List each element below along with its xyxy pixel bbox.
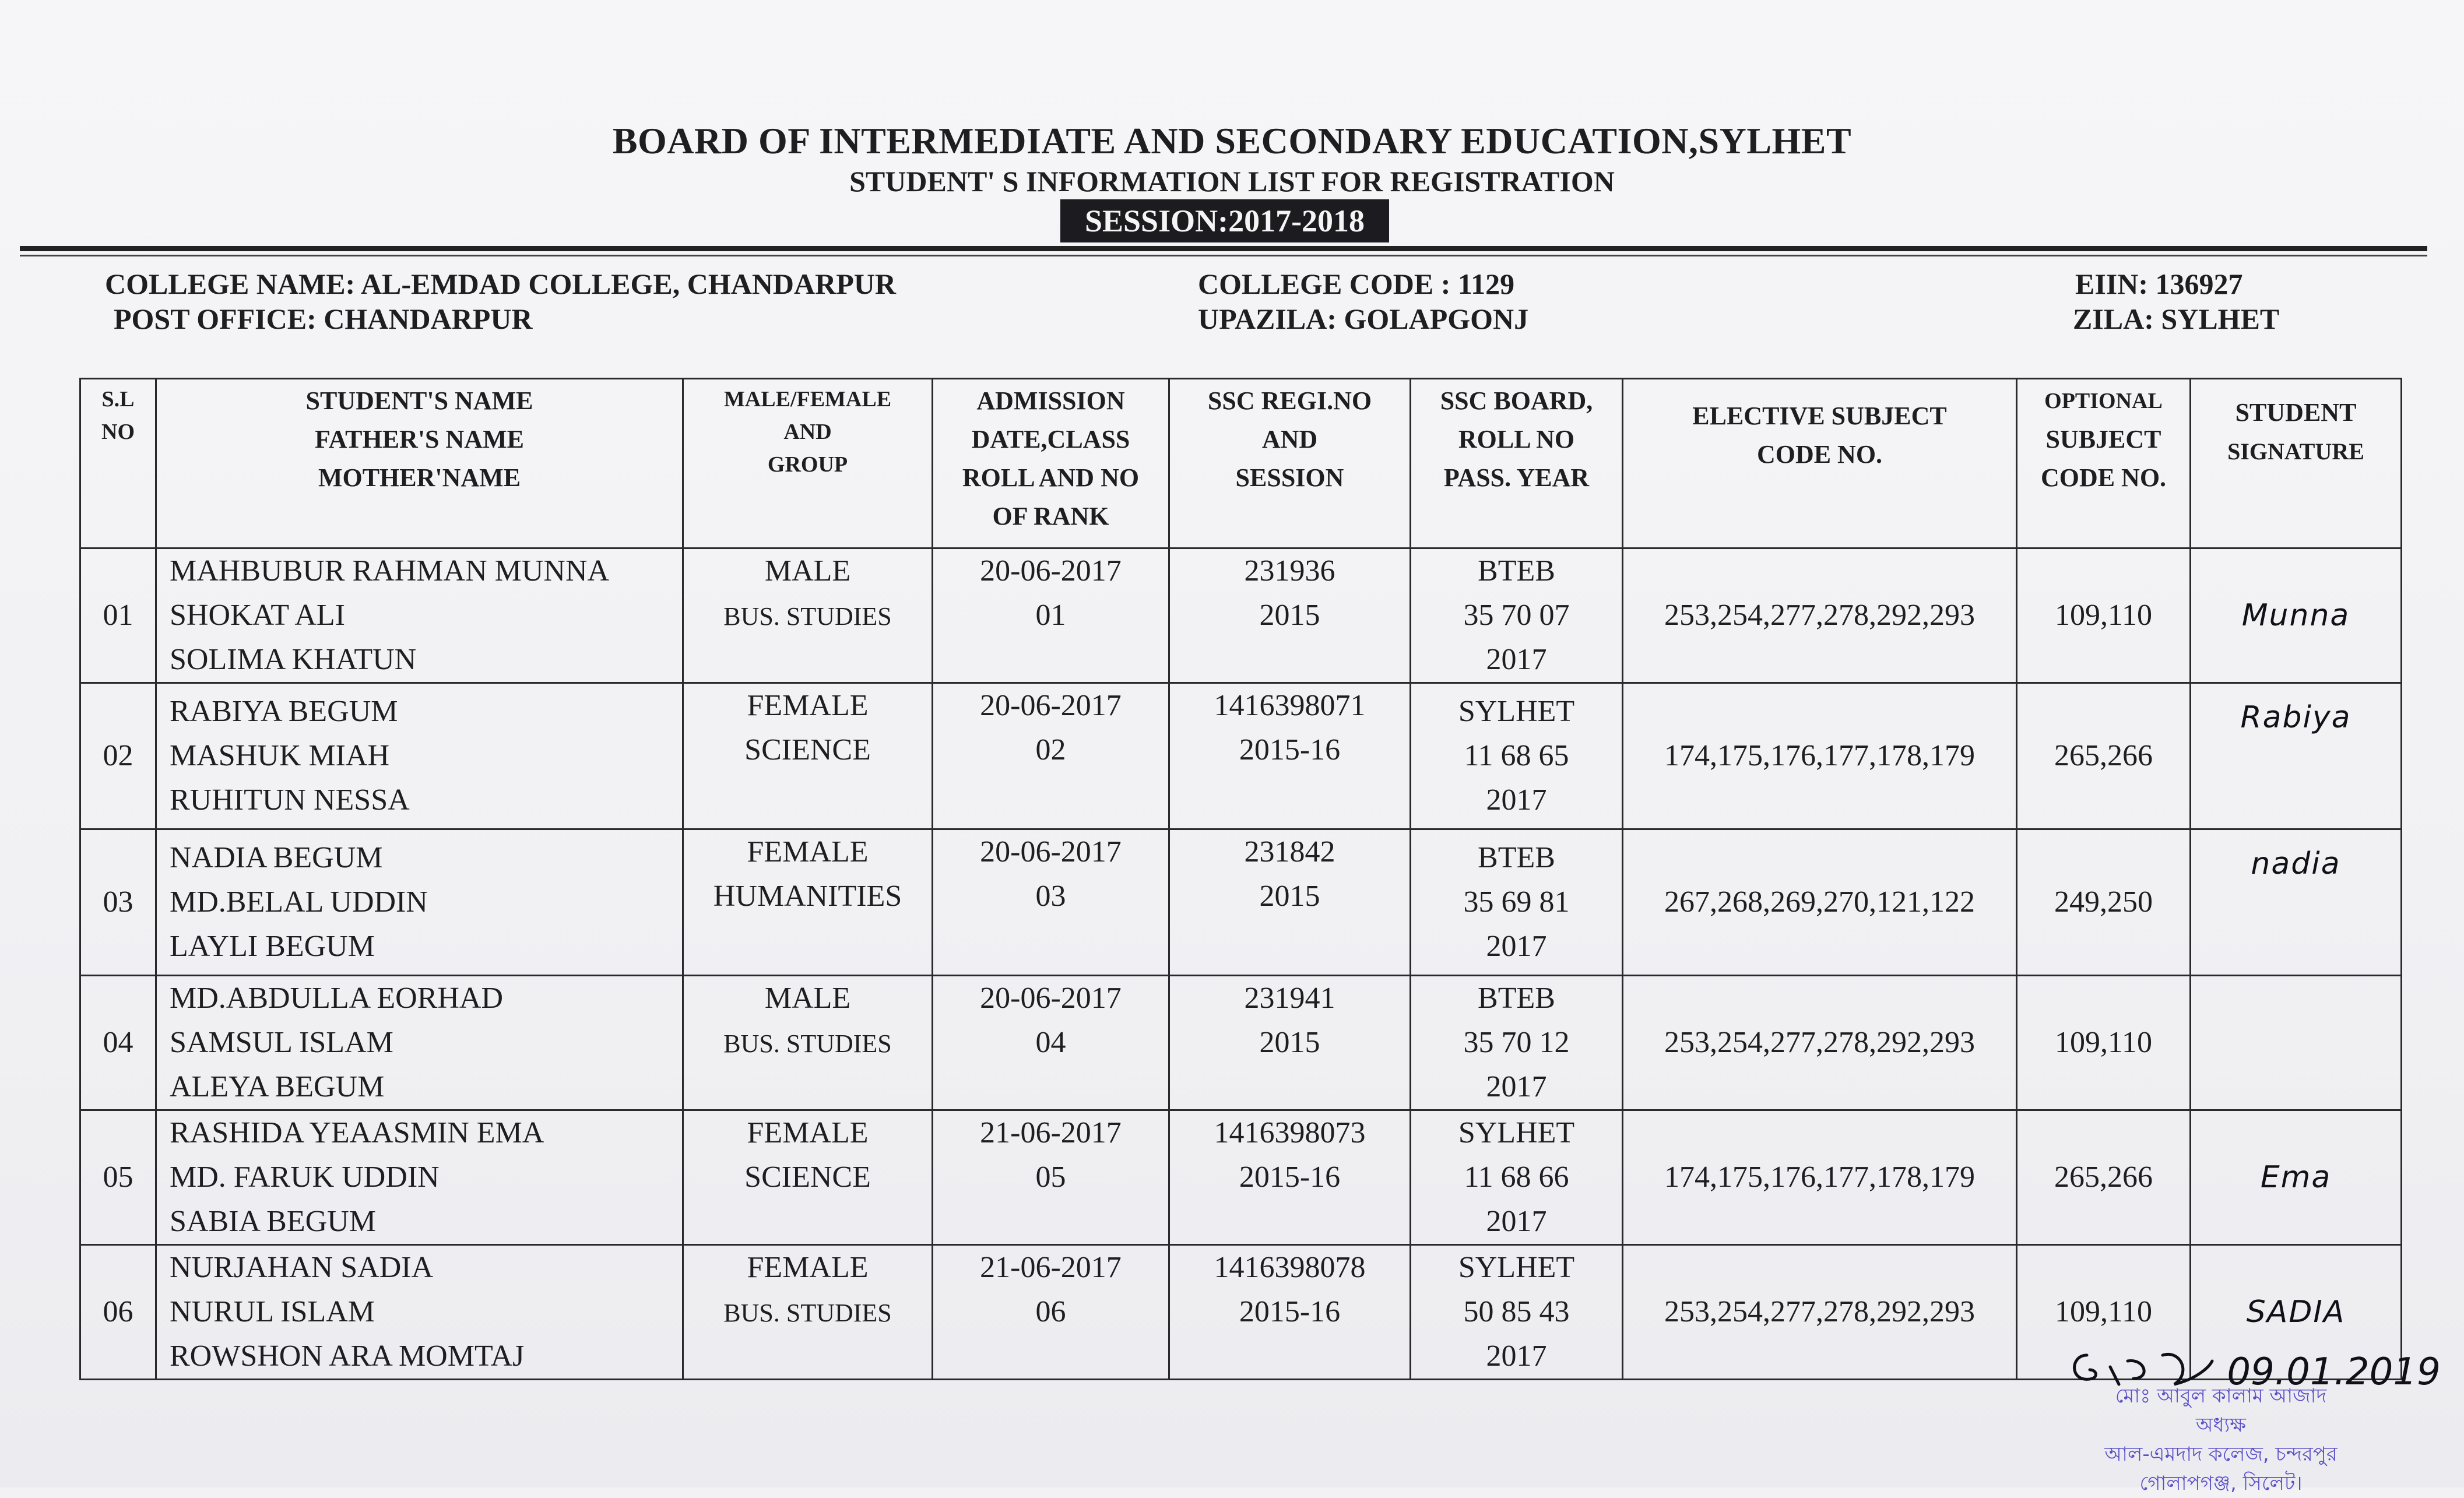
pass-year: 2017: [1486, 1205, 1547, 1238]
father-name: SHOKAT ALI: [170, 599, 345, 632]
gender-group-cell: [683, 1110, 933, 1245]
table-row: [80, 548, 2402, 683]
gender: FEMALE: [747, 1116, 869, 1149]
father-name: SAMSUL ISLAM: [170, 1026, 393, 1059]
ssc-reg-cell: [1169, 1110, 1411, 1245]
reg-session: 2015-16: [1239, 1295, 1341, 1328]
college-code: COLLEGE CODE : 1129: [1198, 268, 1515, 300]
seal-line-address: গোলাপগঞ্জ, সিলেট।: [2139, 1472, 2303, 1495]
signature-cell: Ema: [2191, 1110, 2402, 1245]
class-roll: 05: [1035, 1161, 1066, 1194]
pass-year: 2017: [1486, 1070, 1547, 1103]
reg-no: 231941: [1244, 982, 1335, 1015]
reg-no: 1416398078: [1214, 1251, 1366, 1284]
elective-cell: 253,254,277,278,292,293: [1623, 1245, 2017, 1380]
ssc-board-cell: [1411, 548, 1623, 683]
ssc-reg-cell: [1169, 683, 1411, 829]
class-roll: 01: [1035, 599, 1066, 632]
reg-no: 231936: [1244, 554, 1335, 588]
board-roll: 35 70 07: [1463, 599, 1570, 632]
reg-session: 2015: [1259, 1026, 1320, 1059]
table-row: [80, 683, 2402, 829]
col-header-gender: MALE/FEMALE AND GROUP: [683, 379, 933, 548]
board: SYLHET: [1458, 695, 1575, 728]
student-name: RASHIDA YEAASMIN EMA: [170, 1116, 544, 1149]
signature-cell: [2191, 976, 2402, 1110]
pass-year: 2017: [1486, 783, 1547, 817]
col-header-signature: STUDENT SIGNATURE: [2191, 379, 2402, 548]
names-cell: [156, 976, 683, 1110]
group: BUS. STUDIES: [723, 1029, 892, 1058]
table-header-row: [80, 379, 2402, 548]
seal-line-name: মোঃ আবুল কালাম আজাদ: [2115, 1384, 2327, 1408]
ssc-board-cell: [1411, 1110, 1623, 1245]
mother-name: ROWSHON ARA MOMTAJ: [170, 1339, 525, 1373]
col-header-elective: ELECTIVE SUBJECT CODE NO.: [1623, 379, 2017, 548]
class-roll: 02: [1035, 733, 1066, 766]
reg-session: 2015-16: [1239, 733, 1341, 766]
table-row: [80, 1245, 2402, 1380]
elective-cell: 174,175,176,177,178,179: [1623, 683, 2017, 829]
admission-date: 20-06-2017: [980, 554, 1122, 588]
optional-cell: 109,110: [2017, 548, 2191, 683]
student-name: MD.ABDULLA EORHAD: [170, 982, 503, 1015]
admission-date: 21-06-2017: [980, 1251, 1122, 1284]
seal-line-title: অধ্যক্ষ: [2196, 1413, 2246, 1437]
table-row: [80, 976, 2402, 1110]
college-name: COLLEGE NAME: AL-EMDAD COLLEGE, CHANDARPUR: [105, 268, 897, 300]
admission-cell: [933, 548, 1169, 683]
optional-cell: 109,110: [2017, 976, 2191, 1110]
eiin: EIIN: 136927: [2075, 268, 2243, 300]
admission-date: 20-06-2017: [980, 689, 1122, 722]
optional-cell: 109,110: [2017, 1245, 2191, 1380]
ssc-reg-cell: [1169, 829, 1411, 976]
ssc-board-cell: [1411, 976, 1623, 1110]
admission-cell: [933, 829, 1169, 976]
reg-session: 2015: [1259, 599, 1320, 632]
admission-date: 21-06-2017: [980, 1116, 1122, 1149]
reg-no: 1416398073: [1214, 1116, 1366, 1149]
sl-cell: 05: [80, 1110, 156, 1245]
upazila: UPAZILA: GOLAPGONJ: [1198, 303, 1529, 335]
father-name: MASHUK MIAH: [170, 739, 390, 772]
signature-cell: Munna: [2191, 548, 2402, 683]
optional-cell: 265,266: [2017, 683, 2191, 829]
board-roll: 11 68 66: [1464, 1161, 1569, 1194]
ssc-board-cell: [1411, 829, 1623, 976]
father-name: MD.BELAL UDDIN: [170, 885, 428, 919]
names-cell: [156, 829, 683, 976]
signed-date: 09.01.2019: [2227, 1351, 2441, 1394]
admission-cell: [933, 976, 1169, 1110]
gender-group-cell: [683, 976, 933, 1110]
board: BTEB: [1478, 841, 1555, 874]
elective-cell: 267,268,269,270,121,122: [1623, 829, 2017, 976]
student-name: MAHBUBUR RAHMAN MUNNA: [170, 554, 610, 588]
gender-group-cell: [683, 1245, 933, 1380]
admission-cell: [933, 1245, 1169, 1380]
sl-cell: 03: [80, 829, 156, 976]
ssc-reg-cell: [1169, 1245, 1411, 1380]
elective-cell: 174,175,176,177,178,179: [1623, 1110, 2017, 1245]
group: BUS. STUDIES: [723, 1299, 892, 1327]
header-rule: [20, 246, 2427, 251]
col-header-ssc-board: SSC BOARD, ROLL NO PASS. YEAR: [1411, 379, 1623, 548]
gender-group-cell: [683, 829, 933, 976]
father-name: NURUL ISLAM: [170, 1295, 375, 1328]
col-header-sl: S.L NO: [80, 379, 156, 548]
mother-name: ALEYA BEGUM: [170, 1070, 385, 1103]
student-name: NURJAHAN SADIA: [170, 1251, 434, 1284]
pass-year: 2017: [1486, 1339, 1547, 1373]
mother-name: SOLIMA KHATUN: [170, 643, 417, 676]
board: SYLHET: [1458, 1251, 1575, 1284]
pass-year: 2017: [1486, 930, 1547, 963]
reg-no: 1416398071: [1214, 689, 1366, 722]
elective-cell: 253,254,277,278,292,293: [1623, 548, 2017, 683]
mother-name: SABIA BEGUM: [170, 1205, 376, 1238]
mother-name: LAYLI BEGUM: [170, 930, 375, 963]
sl-cell: 01: [80, 548, 156, 683]
student-name: RABIYA BEGUM: [170, 695, 398, 728]
board-roll: 35 70 12: [1463, 1026, 1570, 1059]
sl-cell: 02: [80, 683, 156, 829]
seal-line-college: আল-এমদাদ কলেজ, চন্দরপুর: [2104, 1443, 2338, 1466]
board-roll: 50 85 43: [1463, 1295, 1570, 1328]
reg-no: 231842: [1244, 835, 1335, 868]
names-cell: [156, 683, 683, 829]
gender: FEMALE: [747, 689, 869, 722]
board: BTEB: [1478, 982, 1555, 1015]
student-table: [79, 378, 2402, 1380]
reg-session: 2015: [1259, 880, 1320, 913]
signature-cell: nadia: [2191, 829, 2402, 976]
ssc-reg-cell: [1169, 976, 1411, 1110]
zila: ZILA: SYLHET: [2073, 303, 2280, 335]
father-name: MD. FARUK UDDIN: [170, 1161, 440, 1194]
group: SCIENCE: [744, 1161, 871, 1194]
gender: MALE: [764, 554, 851, 588]
group: SCIENCE: [744, 733, 871, 766]
session-label: SESSION:2017-2018: [1062, 201, 1387, 241]
elective-cell: 253,254,277,278,292,293: [1623, 976, 2017, 1110]
table-row: [80, 1110, 2402, 1245]
list-subtitle: STUDENT' S INFORMATION LIST FOR REGISTRATION: [849, 165, 1615, 198]
admission-date: 20-06-2017: [980, 982, 1122, 1015]
header-rule-thin: [20, 255, 2427, 256]
class-roll: 04: [1035, 1026, 1066, 1059]
board-roll: 35 69 81: [1463, 885, 1570, 919]
col-header-name: STUDENT'S NAME FATHER'S NAME MOTHER'NAME: [156, 379, 683, 548]
ssc-board-cell: [1411, 683, 1623, 829]
optional-cell: 249,250: [2017, 829, 2191, 976]
names-cell: [156, 1110, 683, 1245]
gender: FEMALE: [747, 1251, 869, 1284]
principal-seal: [1994, 1381, 2448, 1498]
board: SYLHET: [1458, 1116, 1575, 1149]
col-header-ssc-reg: SSC REGI.NO AND SESSION: [1169, 379, 1411, 548]
admission-date: 20-06-2017: [980, 835, 1122, 868]
student-name: NADIA BEGUM: [170, 841, 383, 874]
optional-cell: 265,266: [2017, 1110, 2191, 1245]
admission-cell: [933, 683, 1169, 829]
mother-name: RUHITUN NESSA: [170, 783, 410, 817]
group: HUMANITIES: [713, 880, 902, 913]
sl-cell: 06: [80, 1245, 156, 1380]
class-roll: 03: [1035, 880, 1066, 913]
ssc-board-cell: [1411, 1245, 1623, 1380]
gender: FEMALE: [747, 835, 869, 868]
gender-group-cell: [683, 548, 933, 683]
group: BUS. STUDIES: [723, 602, 892, 631]
admission-cell: [933, 1110, 1169, 1245]
col-header-admission: ADMISSION DATE,CLASS ROLL AND NO OF RANK: [933, 379, 1169, 548]
names-cell: [156, 1245, 683, 1380]
post-office: POST OFFICE: CHANDARPUR: [114, 303, 533, 335]
table-row: [80, 829, 2402, 976]
col-header-optional: OPTIONAL SUBJECT CODE NO.: [2017, 379, 2191, 548]
names-cell: [156, 548, 683, 683]
reg-session: 2015-16: [1239, 1161, 1341, 1194]
signature-cell: SADIA: [2191, 1245, 2402, 1380]
class-roll: 06: [1035, 1295, 1066, 1328]
ssc-reg-cell: [1169, 548, 1411, 683]
board-roll: 11 68 65: [1464, 739, 1569, 772]
pass-year: 2017: [1486, 643, 1547, 676]
signature-cell: Rabiya: [2191, 683, 2402, 829]
board: BTEB: [1478, 554, 1555, 588]
board-title: BOARD OF INTERMEDIATE AND SECONDARY EDUCATION,SYLHET: [612, 120, 1852, 161]
gender: MALE: [764, 982, 851, 1015]
gender-group-cell: [683, 683, 933, 829]
sl-cell: 04: [80, 976, 156, 1110]
